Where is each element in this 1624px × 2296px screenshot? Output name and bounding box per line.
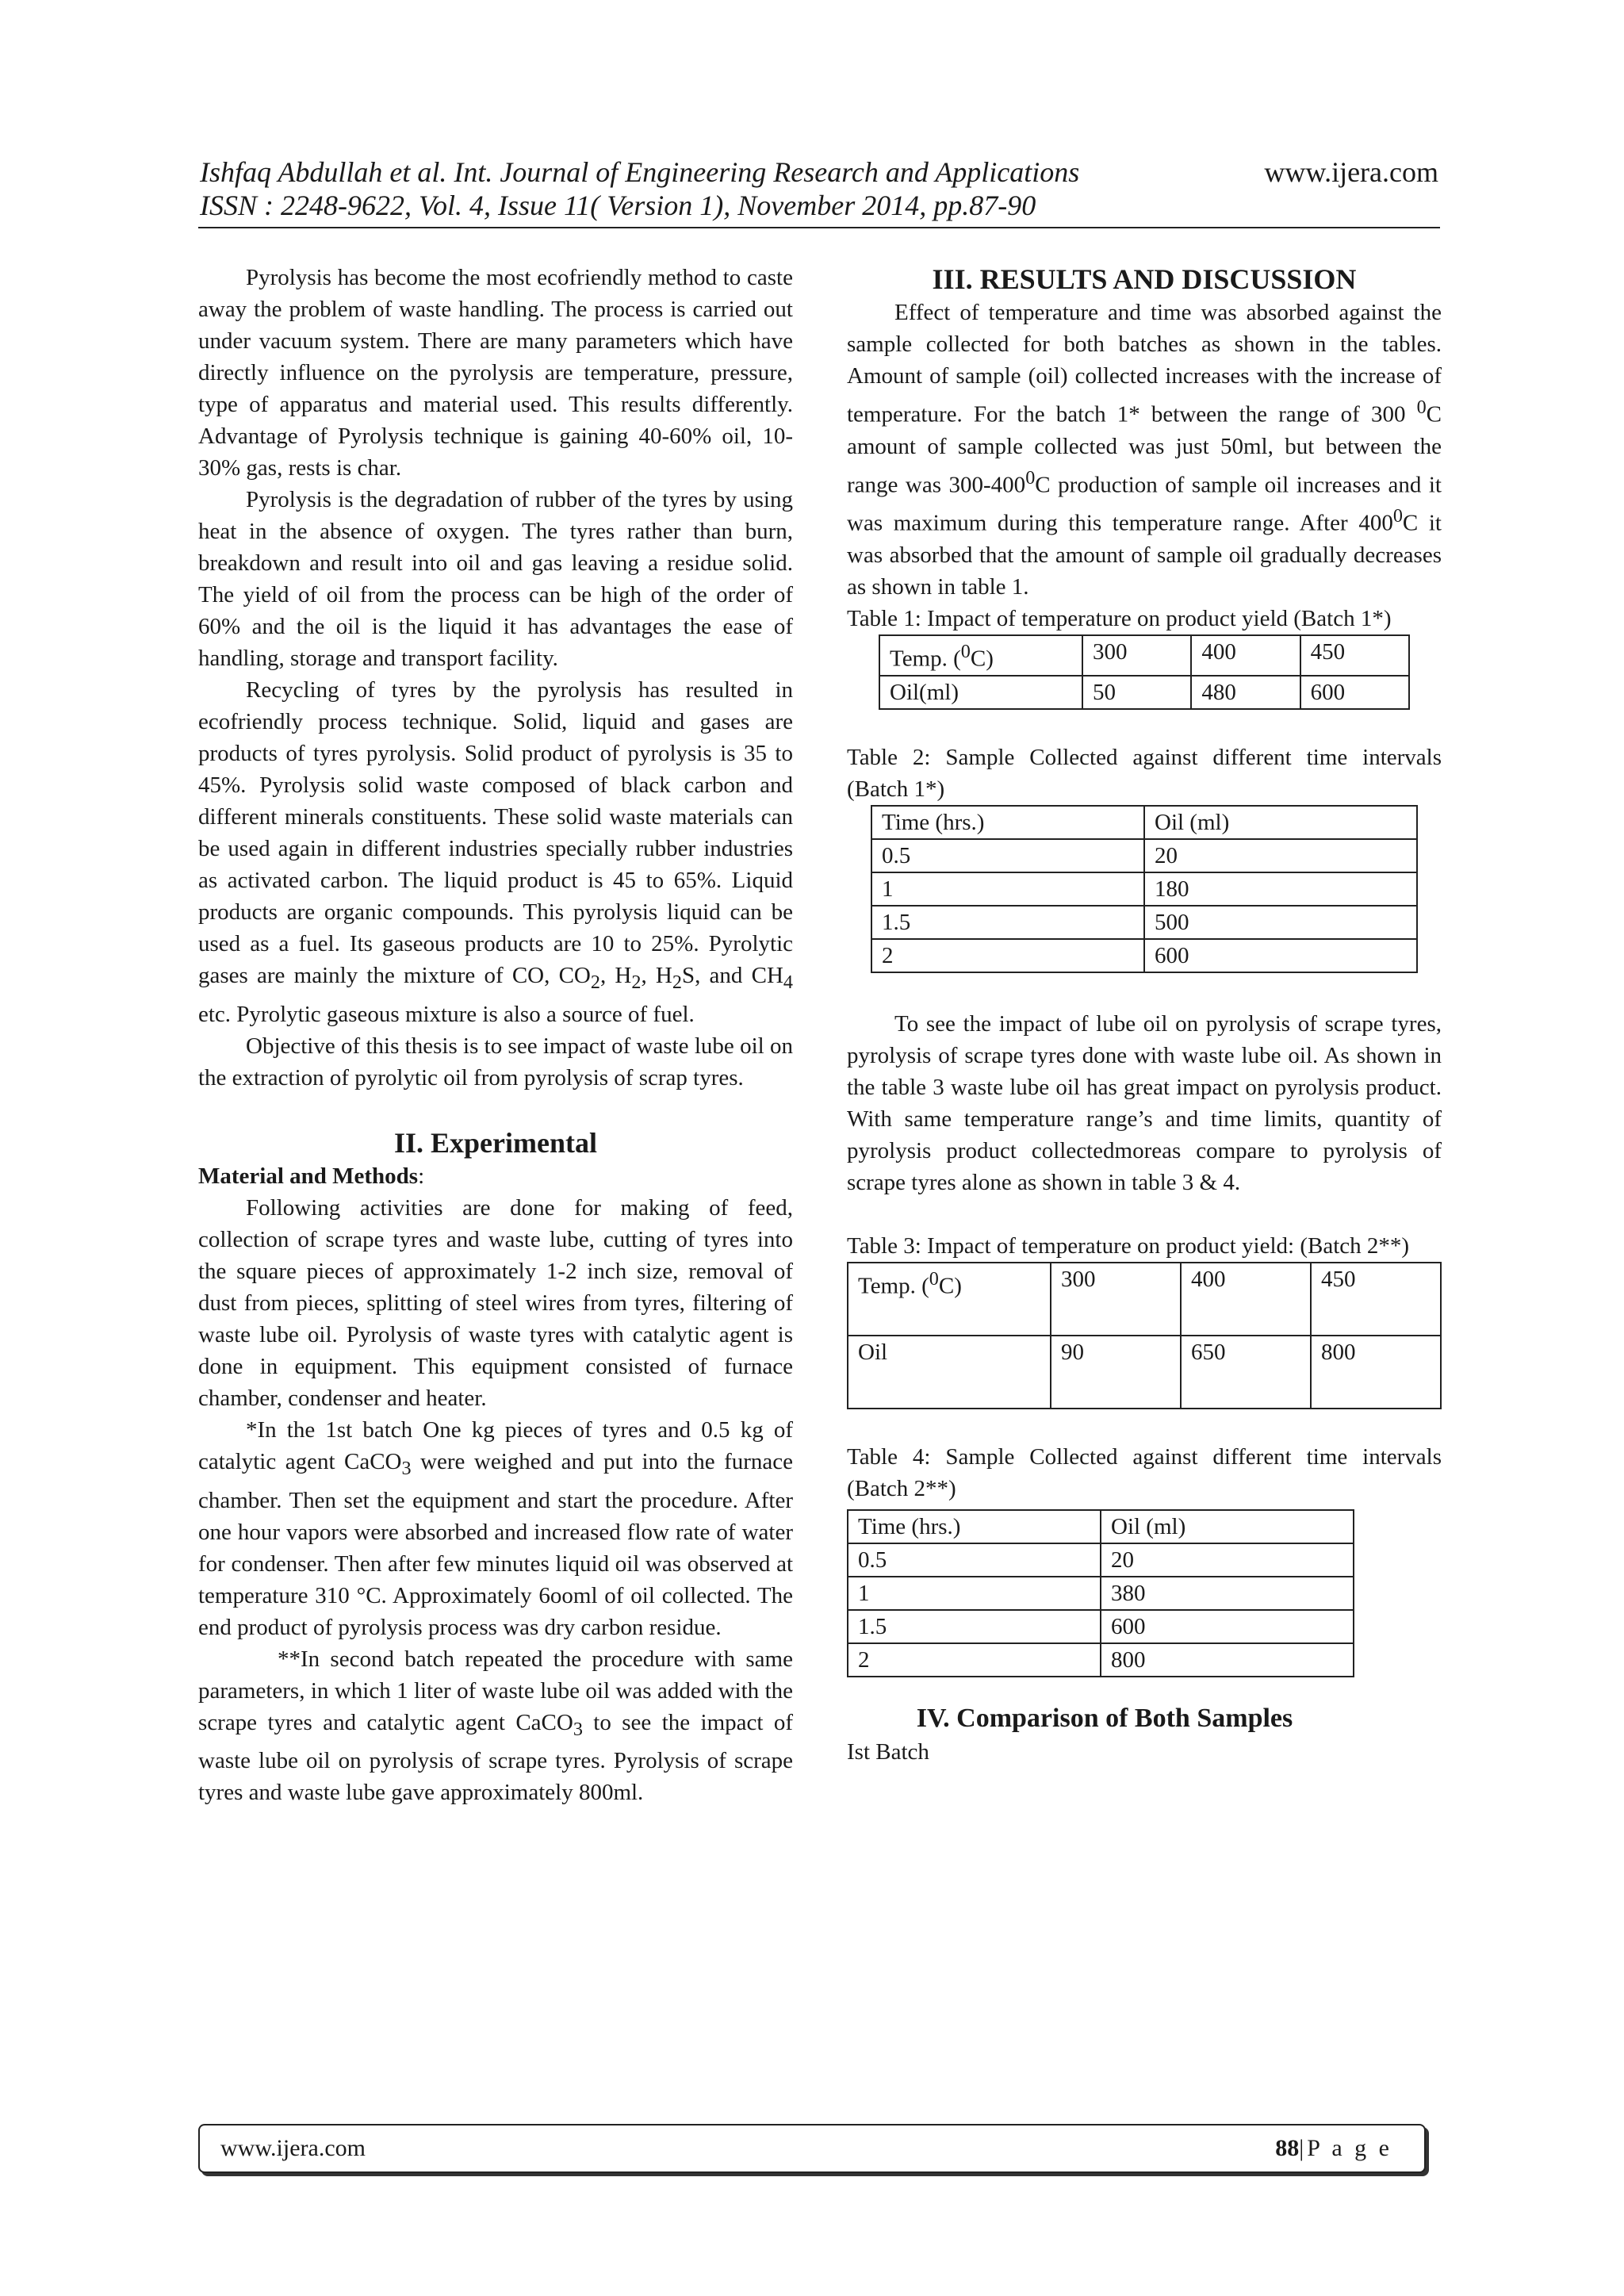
table-row: 2 800 (848, 1643, 1354, 1677)
section-heading-comparison: IV. Comparison of Both Samples (916, 1703, 1293, 1733)
paragraph: **In second batch repeated the procedure with same parameters, in which 1 liter of waste lube oil was added with the scrape tyres and catalytic agent CaCO$_3$ to see the impact of waste lube oil on pyrolysis of scrape tyres. Pyrolysis of scrape tyres and waste lube gave approximately 800ml. (198, 1646, 793, 1806)
table-1 (879, 634, 1410, 710)
header-rule (198, 227, 1440, 228)
table-4-caption: Table 4: Sample Collected against different time intervals (Batch 2**) (847, 1443, 1442, 1501)
paragraph: To see the impact of lube oil on pyrolysis of scrape tyres, pyrolysis of scrape tyres done with waste lube oil. As shown in the table 3 waste lube oil has great impact on pyrolysis product. With same temperature range’s and time limits, quantity of pyrolysis product collectedmoreas compare to pyrolysis of scrape tyres alone as shown in table 3 & 4. (847, 1010, 1442, 1195)
paragraph: Recycling of tyres by the pyrolysis has resulted in ecofriendly process technique. Solid, liquid and gases are products of tyres pyrolysis. Solid product of pyrolysis is 35 to 45%. Pyrolysis solid waste composed of black carbon and different minerals constituents. These solid waste materials can be used again in different industries specially rubber industries as activated carbon. The liquid product is 45 to 65%. Liquid products are organic compounds. This pyrolysis liquid can be used as a fuel. Its gaseous products are 10 to 25%. Pyrolytic gases are mainly the mixture of CO, $CO_2$, $H_2$, $H_2S$, and $CH_4$ etc. Pyrolytic gaseous mixture is also a source of fuel. (198, 677, 793, 1027)
table-row: 1 380 (848, 1577, 1354, 1610)
table-row: Oil 90 650 800 (848, 1336, 1441, 1409)
left-column: Pyrolysis has become the most ecofriendly method to caste away the problem of waste handling. The process is carried out under vacuum system. There are many parameters which have directly influence on the pyrolysis are temperature, pressure, type of apparatus and material used. This results differently. Advantage of Pyrolysis technique is gaining 40-60% oil, 10-30% gas, rests is char. Pyrolysis is the degradation of rubber of the tyres by using heat in the absence of oxygen. The tyres rather than burn, breakdown and result into oil and gas leaving a residue solid. The yield of oil from the process can be high of the order of 60% and the oil is the liquid it has advantages the ease of handling, storage and transport facility. Recycling of tyres by the pyrolysis has resulted in ecofriendly process technique. Solid, liquid and gases are products of tyres pyrolysis. Solid product of pyrolysis is 35 to 45%. Pyrolysis solid waste composed of black carbon and different minerals constituents. These solid waste materials can be used again in different industries specially rubber industries as activated carbon. The liquid product is 45 to 65%. Liquid products are organic compounds. This pyrolysis liquid can be used as a fuel. Its gaseous products are 10 to 25%. Pyrolytic gases are mainly the mixture of CO, $CO_2$, $H_2$, $H_2S$, and $CH_4$ etc. Pyrolytic gaseous mixture is also a source of fuel. Objective of this thesis is to see impact of waste lube oil on the extraction of pyrolytic oil from pyrolysis of scrap tyres. II. Experimental Material and Methods: Following activities are done for making of feed, collection of scrape tyres and waste lube, cutting of tyres into the square pieces of approximately 1-2 inch size, removal of dust from pieces, splitting of steel wires from tyres, filtering of waste lube oil. Pyrolysis of waste tyres with catalytic agent is done in equipment. This equipment consisted of furnace chamber, condenser and heater. *In the 1st batch One kg pieces of tyres and 0.5 kg of catalytic agent CaCO$_3$ were weighed and put into the furnace chamber. Then set the equipment and start the procedure. After one hour vapors were absorbed and increased flow rate of water for condenser. Then after few minutes liquid oil was observed at temperature 310 °C. Approximately 6ooml of oil collected. The end product of pyrolysis process was dry carbon residue. **In second batch repeated the procedure with same parameters, in which 1 liter of waste lube oil was added with the scrape tyres and catalytic agent CaCO$_3$ to see the impact of waste lube oil on pyrolysis of scrape tyres. Pyrolysis of scrape tyres and waste lube gave approximately 800ml. (198, 262, 793, 1808)
paragraph: Following activities are done for making of feed, collection of scrape tyres and waste lube, cutting of tyres into the square pieces of approximately 1-2 inch size, removal of dust from pieces, splitting of steel wires from tyres, filtering of waste lube oil. Pyrolysis of waste tyres with catalytic agent is done in equipment. This equipment consisted of furnace chamber, condenser and heater. (198, 1194, 793, 1411)
table-1-caption: Table 1: Impact of temperature on product yield (Batch 1*) (847, 605, 1392, 631)
table-row: 1 180 (871, 872, 1417, 906)
table-row: Oil(ml) 50 480 600 (879, 676, 1409, 709)
table-row: Temp. ($^0$C) 300 400 450 (848, 1263, 1441, 1336)
table-row: Time (hrs.) Oil (ml) (848, 1510, 1354, 1543)
paragraph: Pyrolysis is the degradation of rubber of the tyres by using heat in the absence of oxygen. The tyres rather than burn, breakdown and result into oil and gas leaving a residue solid. The yield of oil from the process can be high of the order of 60% and the oil is the liquid it has advantages the ease of handling, storage and transport facility. (198, 487, 793, 671)
right-column (847, 262, 1442, 1768)
journal-issue: ISSN : 2248-9622, Vol. 4, Issue 11( Version 1), November 2014, pp.87-90 (200, 190, 1036, 221)
page-number: 88|P a g e (1275, 2135, 1392, 2161)
table-3-caption: Table 3: Impact of temperature on product yield: (Batch 2**) (847, 1232, 1410, 1259)
section-heading-results: III. RESULTS AND DISCUSSION (932, 263, 1357, 295)
paragraph: *In the 1st batch One kg pieces of tyres and 0.5 kg of catalytic agent CaCO$_3$ were weighed and put into the furnace chamber. Then set the equipment and start the procedure. After one hour vapors were absorbed and increased flow rate of water for condenser. Then after few minutes liquid oil was observed at temperature 310 °C. Approximately 6ooml of oil collected. The end product of pyrolysis process was dry carbon residue. (198, 1416, 793, 1640)
paragraph: Effect of temperature and time was absorbed against the sample collected for both batches as shown in the tables. Amount of sample (oil) collected increases with the increase of temperature. For the batch 1* between the range of 300 $^0$C amount of sample collected was just 50ml, but between the range was $300-400^0C$ production of sample oil increases and it was maximum during this temperature range. After $400^0C$ it was absorbed that the amount of sample oil gradually decreases as shown in table 1. (847, 300, 1442, 600)
header-site-link[interactable]: www.ijera.com (1264, 156, 1438, 188)
batch-label: Ist Batch (847, 1738, 929, 1765)
page-footer (198, 2124, 1426, 2173)
table-2-caption: Table 2: Sample Collected against different time intervals (Batch 1*) (847, 744, 1442, 802)
table-row: 1.5 600 (848, 1610, 1354, 1643)
paragraph: Pyrolysis has become the most ecofriendly method to caste away the problem of waste handling. The process is carried out under vacuum system. There are many parameters which have directly influence on the pyrolysis are temperature, pressure, type of apparatus and material used. This results differently. Advantage of Pyrolysis technique is gaining 40-60% oil, 10-30% gas, rests is char. (198, 265, 793, 481)
footer-site-link[interactable]: www.ijera.com (220, 2135, 366, 2161)
table-2 (871, 805, 1418, 973)
subheading-materials: Material and Methods (198, 1163, 419, 1189)
table-4 (847, 1509, 1354, 1677)
table-row: Temp. ($^0$C) 300 400 450 (879, 635, 1409, 676)
table-3 (847, 1262, 1442, 1409)
table-row: 0.5 20 (848, 1543, 1354, 1577)
table-row: 0.5 20 (871, 839, 1417, 872)
table-row: 1.5 500 (871, 906, 1417, 939)
journal-title: Ishfaq Abdullah et al. Int. Journal of Engineering Research and Applications (200, 156, 1080, 188)
paragraph: Objective of this thesis is to see impact of waste lube oil on the extraction of pyrolytic oil from pyrolysis of scrap tyres. (198, 1033, 793, 1091)
table-row: 2 600 (871, 939, 1417, 972)
section-heading-experimental: II. Experimental (394, 1126, 597, 1159)
table-row: Time (hrs.) Oil (ml) (871, 806, 1417, 839)
